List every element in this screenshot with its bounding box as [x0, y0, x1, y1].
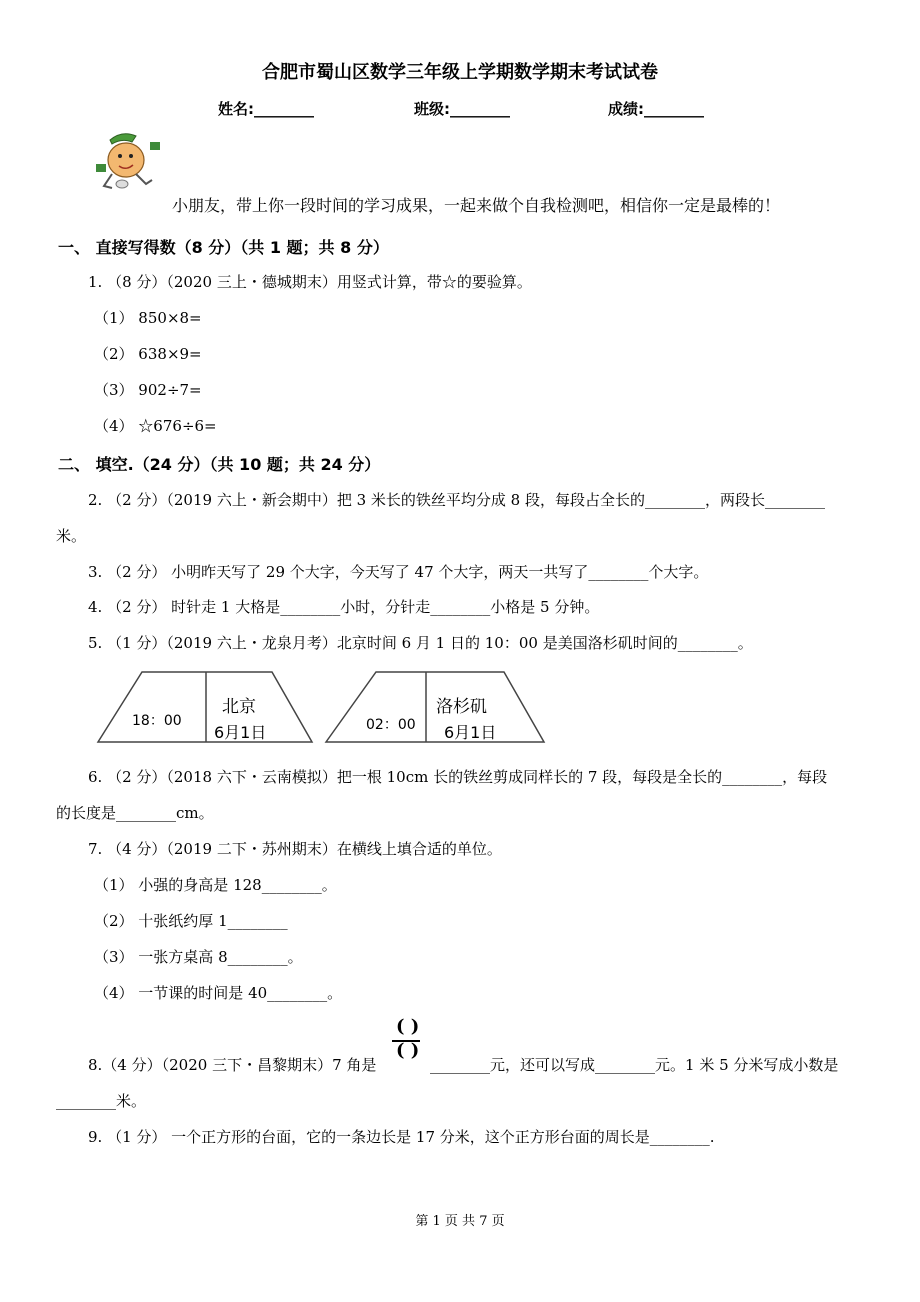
question-2-continuation: 米。 [56, 527, 87, 545]
beijing-time: 18：00 [132, 713, 182, 729]
question-9: 9. （1 分） 一个正方形的台面，它的一条边长是 17 分米，这个正方形台面的周长是________. [88, 1128, 715, 1146]
beijing-time-sign [96, 668, 314, 746]
beijing-date: 6月1日 [214, 723, 267, 742]
question-7-part-1: （1） 小强的身高是 128________。 [94, 876, 337, 894]
page-footer: 第 1 页 共 7 页 [415, 1214, 505, 1229]
los-angeles-date: 6月1日 [444, 723, 497, 742]
los-angeles-time: 02：00 [366, 717, 416, 733]
question-7-part-2: （2） 十张纸约厚 1________ [94, 912, 288, 930]
question-8-continuation: ________米。 [56, 1092, 147, 1110]
question-1-part-3: （3） 902÷7= [94, 381, 202, 399]
greeting-text: 小朋友，带上你一段时间的学习成果，一起来做个自我检测吧，相信你一定是最棒的！ [172, 196, 781, 215]
question-8-rest: ________元，还可以写成________元。1 米 5 分米写成小数是 [430, 1056, 839, 1074]
question-7-part-3: （3） 一张方桌高 8________。 [94, 948, 303, 966]
section-1-heading: 一、 直接写得数（8 分）（共 1 题；共 8 分） [58, 238, 389, 257]
page-title: 合肥市蜀山区数学三年级上学期数学期末考试试卷 [262, 62, 658, 83]
question-5: 5. （1 分）（2019 六上・龙泉月考）北京时间 6 月 1 日的 10：00 是美国洛杉矶时间的________。 [88, 634, 753, 652]
question-2: 2. （2 分）（2019 六上・新会期中）把 3 米长的铁丝平均分成 8 段，每段占全长的________，两段长________ [88, 491, 825, 509]
question-1-part-2: （2） 638×9= [94, 345, 202, 363]
fraction-blank [386, 1016, 426, 1066]
section-2-heading: 二、 填空.（24 分）（共 10 题；共 24 分） [58, 455, 381, 474]
class-field: 班级:________ [414, 100, 510, 118]
question-4: 4. （2 分） 时针走 1 大格是________小时，分针走________小格是 5 分钟。 [88, 598, 600, 616]
name-field: 姓名:________ [218, 100, 314, 118]
score-field: 成绩:________ [608, 100, 704, 118]
question-1-part-4: （4） ☆676÷6= [94, 417, 217, 435]
los-angeles-time-sign [324, 668, 546, 746]
question-8: 8.（4 分）（2020 三下・昌黎期末）7 角是 [88, 1056, 377, 1074]
question-6: 6. （2 分）（2018 六下・云南模拟）把一根 10cm 长的铁丝剪成同样长的 7 段，每段是全长的________，每段 [88, 768, 828, 786]
mascot-illustration [92, 130, 168, 196]
question-1: 1. （8 分）（2020 三上・德城期末）用竖式计算，带☆的要验算。 [88, 273, 532, 291]
question-7: 7. （4 分）（2019 二下・苏州期末）在横线上填合适的单位。 [88, 840, 502, 858]
fraction-numerator: ( ) [396, 1016, 420, 1037]
beijing-city: 北京 [222, 697, 256, 717]
fraction-denominator: ( ) [396, 1040, 420, 1061]
question-7-part-4: （4） 一节课的时间是 40________。 [94, 984, 343, 1002]
los-angeles-city: 洛杉矶 [436, 697, 487, 717]
question-3: 3. （2 分） 小明昨天写了 29 个大字，今天写了 47 个大字，两天一共写了________个大字。 [88, 563, 709, 581]
question-1-part-1: （1） 850×8= [94, 309, 202, 327]
question-6-continuation: 的长度是________cm。 [56, 804, 214, 822]
